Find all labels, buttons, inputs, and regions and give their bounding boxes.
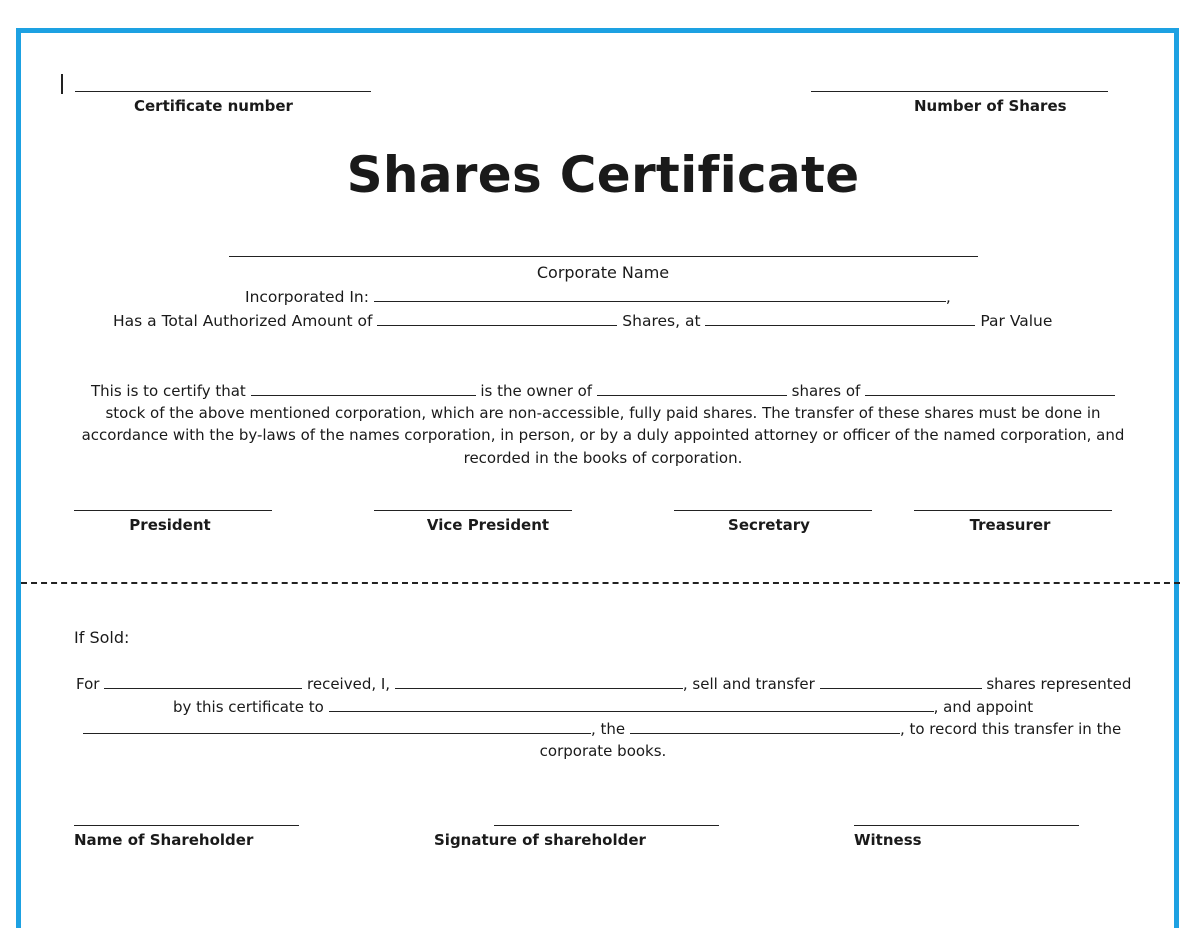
authorized-amount-blank[interactable] [377,313,617,326]
corporate-books-label: corporate books. [539,742,667,760]
par-value-blank[interactable] [705,313,975,326]
corporate-name-line[interactable] [229,256,978,257]
certificate-number-label: Certificate number [134,97,293,115]
and-appoint-label: , and appoint [933,698,1034,716]
incorporated-in-blank[interactable] [374,289,946,302]
secretary-signature-line[interactable] [674,510,872,511]
seller-name-blank[interactable] [395,676,683,689]
shares-at-label: Shares, at [622,312,701,330]
number-of-shares-line[interactable] [811,91,1108,92]
incorporated-row [245,288,951,306]
if-sold-heading: If Sold: [74,628,130,647]
certify-line-4: recorded in the books of corporation. [463,449,743,467]
owner-of-label: is the owner of [480,382,593,400]
number-of-shares-label: Number of Shares [914,97,1067,115]
attorney-title-blank[interactable] [630,721,900,734]
certify-line-3: accordance with the by-laws of the names corporation, in person, or by a duly appointed attorney or officer of the named corporation, and [81,426,1125,444]
certify-row [91,382,1115,400]
for-label: For [76,675,100,693]
certificate-number-line[interactable] [75,91,371,92]
for-value-blank[interactable] [104,676,302,689]
shares-represented-label: shares represented [986,675,1132,693]
certify-prefix: This is to certify that [91,382,246,400]
transfer-shares-blank[interactable] [820,676,982,689]
vice-president-signature-line[interactable] [374,510,572,511]
certify-line-2: stock of the above mentioned corporation, which are non-accessible, fully paid shares. The transfer of these shares must be done in [105,404,1101,422]
witness-line[interactable] [854,825,1079,826]
received-label: received, I, [307,675,391,693]
shares-count-blank[interactable] [597,383,787,396]
sold-row-2 [173,698,1033,716]
sold-row-3 [83,720,1121,738]
authorized-amount-label: Has a Total Authorized Amount of [113,312,373,330]
par-value-label: Par Value [980,312,1053,330]
treasurer-label: Treasurer [969,516,1051,534]
treasurer-signature-line[interactable] [914,510,1112,511]
shares-of-label: shares of [791,382,861,400]
secretary-label: Secretary [728,516,810,534]
witness-label: Witness [854,831,922,849]
authorized-row [113,312,1052,330]
shareholder-name-label: Name of Shareholder [74,831,254,849]
certificate-title: Shares Certificate [346,146,860,204]
attorney-name-blank[interactable] [83,721,591,734]
incorporated-comma: , [945,288,951,306]
corporate-name-label: Corporate Name [536,263,670,282]
cut-line-divider [21,582,1180,584]
president-label: President [129,516,211,534]
stock-class-blank[interactable] [865,383,1115,396]
shareholder-name-line[interactable] [74,825,299,826]
president-signature-line[interactable] [74,510,272,511]
sell-transfer-label: , sell and transfer [682,675,815,693]
to-record-label: , to record this transfer in the [899,720,1122,738]
by-certificate-label: by this certificate to [173,698,324,716]
owner-name-blank[interactable] [251,383,476,396]
transferee-blank[interactable] [329,699,934,712]
the-label: , the [591,720,626,738]
vice-president-label: Vice President [426,516,550,534]
sold-row-1 [76,675,1131,693]
incorporated-in-label: Incorporated In: [245,288,369,306]
text-cursor [61,74,63,94]
shareholder-signature-label: Signature of shareholder [434,831,646,849]
shareholder-signature-line[interactable] [494,825,719,826]
